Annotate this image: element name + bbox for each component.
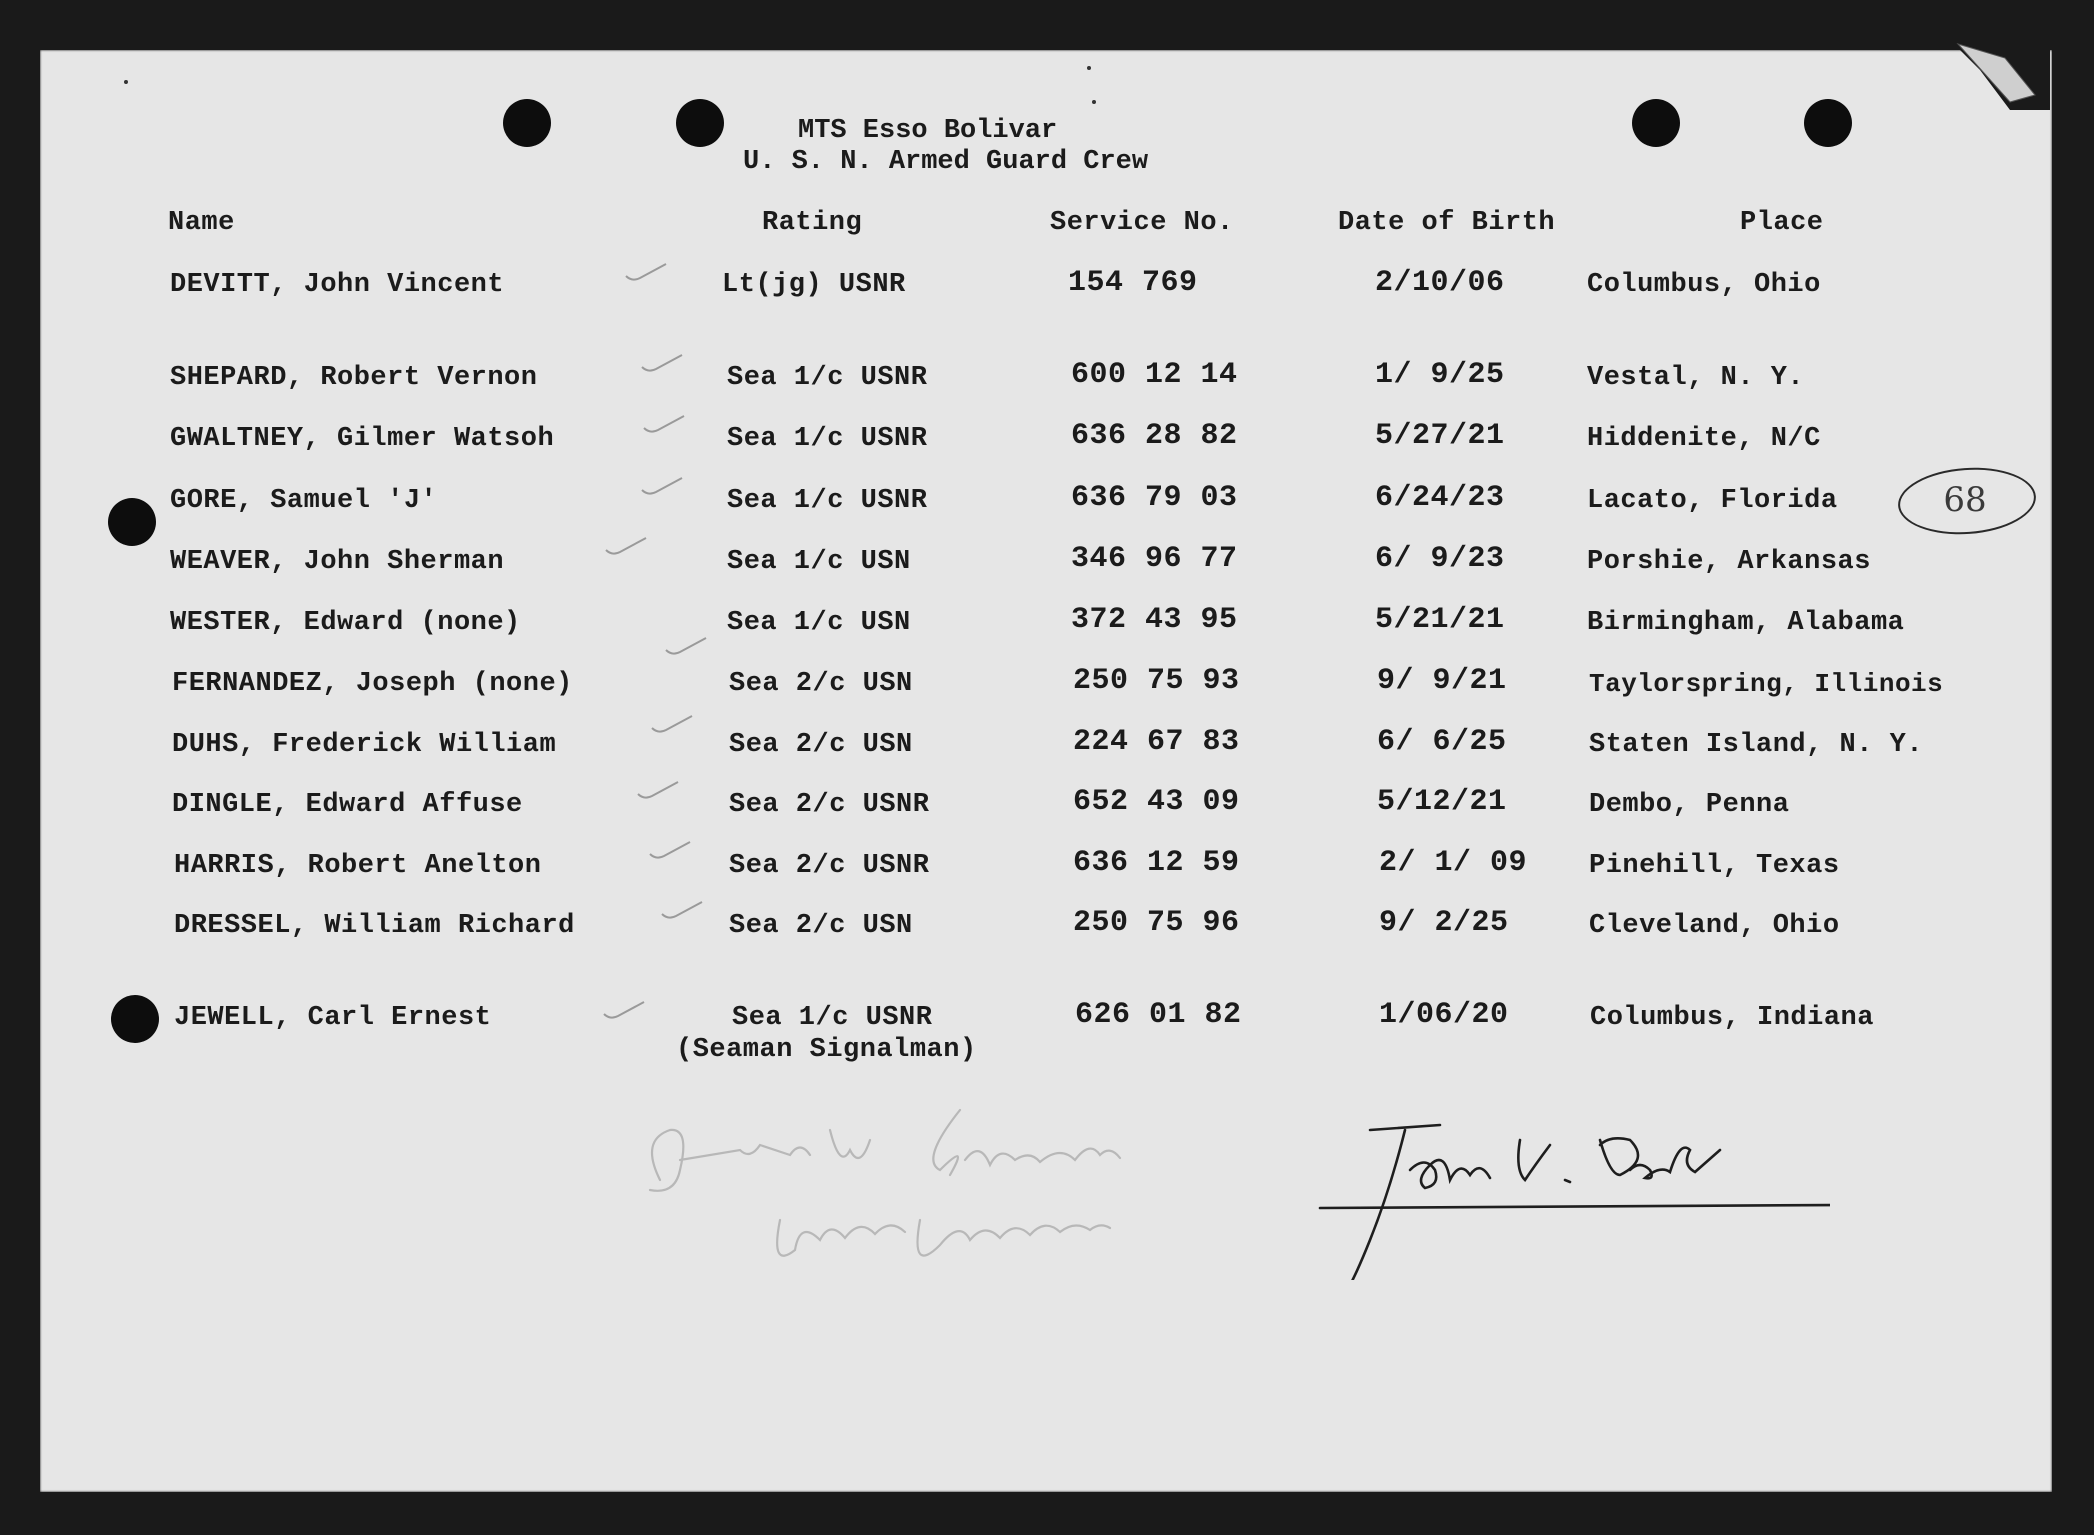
crew-date-of-birth: 2/10/06 — [1375, 266, 1505, 300]
column-header-name: Name — [168, 208, 235, 238]
punch-hole — [108, 498, 156, 546]
crew-name: WEAVER, John Sherman — [170, 547, 505, 577]
crew-name: SHEPARD, Robert Vernon — [170, 363, 538, 393]
crew-service-no: 250 75 96 — [1073, 906, 1240, 940]
crew-rating: Sea 1/c USNR — [727, 363, 928, 393]
check-mark — [664, 636, 708, 656]
check-mark — [636, 780, 680, 800]
crew-rating: Sea 2/c USNR — [729, 790, 930, 820]
check-mark — [650, 714, 694, 734]
crew-name: DEVITT, John Vincent — [170, 270, 505, 300]
crew-place: Dembo, Penna — [1589, 790, 1790, 820]
column-header-date-of-birth: Date of Birth — [1338, 208, 1556, 238]
master-signature — [1310, 1110, 1830, 1280]
check-mark — [604, 536, 648, 556]
page-number: 68 — [1943, 480, 1987, 520]
punch-hole — [676, 99, 724, 147]
crew-service-no: 636 12 59 — [1073, 846, 1240, 880]
document-subtitle: U. S. N. Armed Guard Crew — [743, 147, 1149, 177]
punch-hole — [111, 995, 159, 1043]
check-mark — [642, 414, 686, 434]
inspector-signature — [620, 1100, 1180, 1280]
crew-rating: Sea 1/c USNR — [732, 1003, 933, 1033]
crew-service-no: 154 769 — [1068, 266, 1198, 300]
crew-date-of-birth: 5/12/21 — [1377, 785, 1507, 819]
crew-name: DINGLE, Edward Affuse — [172, 790, 523, 820]
crew-rating-note: (Seaman Signalman) — [676, 1035, 977, 1065]
crew-rating: Sea 2/c USNR — [729, 851, 930, 881]
crew-name: DUHS, Frederick William — [172, 730, 557, 760]
crew-name: HARRIS, Robert Anelton — [174, 851, 542, 881]
check-mark — [640, 476, 684, 496]
crew-rating: Sea 1/c USN — [727, 547, 911, 577]
crew-service-no: 636 28 82 — [1071, 419, 1238, 453]
paper-speck — [1092, 100, 1096, 104]
crew-name: GORE, Samuel 'J' — [170, 486, 438, 516]
crew-date-of-birth: 6/24/23 — [1375, 481, 1505, 515]
crew-service-no: 346 96 77 — [1071, 542, 1238, 576]
punch-hole — [1632, 99, 1680, 147]
crew-place: Columbus, Indiana — [1590, 1003, 1874, 1033]
crew-place: Pinehill, Texas — [1589, 851, 1840, 881]
crew-rating: Sea 1/c USNR — [727, 424, 928, 454]
crew-name: WESTER, Edward (none) — [170, 608, 521, 638]
crew-date-of-birth: 6/ 6/25 — [1377, 725, 1507, 759]
crew-date-of-birth: 9/ 2/25 — [1379, 906, 1509, 940]
crew-service-no: 600 12 14 — [1071, 358, 1238, 392]
crew-rating: Sea 2/c USN — [729, 669, 913, 699]
check-mark — [602, 1000, 646, 1020]
crew-service-no: 224 67 83 — [1073, 725, 1240, 759]
column-header-rating: Rating — [762, 208, 863, 238]
crew-name: FERNANDEZ, Joseph (none) — [172, 669, 573, 699]
check-mark — [640, 353, 684, 373]
crew-service-no: 626 01 82 — [1075, 998, 1242, 1032]
crew-rating: Sea 2/c USN — [729, 911, 913, 941]
check-mark — [624, 262, 668, 282]
crew-place: Taylorspring, Illinois — [1589, 669, 1944, 699]
crew-rating: Sea 1/c USN — [727, 608, 911, 638]
crew-place: Birmingham, Alabama — [1587, 608, 1905, 638]
crew-name: DRESSEL, William Richard — [174, 911, 575, 941]
crew-place: Cleveland, Ohio — [1589, 911, 1840, 941]
column-header-place: Place — [1740, 208, 1824, 238]
crew-service-no: 636 79 03 — [1071, 481, 1238, 515]
crew-place: Staten Island, N. Y. — [1589, 730, 1924, 760]
folded-corner — [1950, 40, 2050, 110]
punch-hole — [1804, 99, 1852, 147]
check-mark — [648, 840, 692, 860]
crew-place: Vestal, N. Y. — [1587, 363, 1805, 393]
document-title: MTS Esso Bolivar — [798, 116, 1058, 146]
crew-date-of-birth: 6/ 9/23 — [1375, 542, 1505, 576]
column-header-service-no: Service No. — [1050, 208, 1234, 238]
crew-date-of-birth: 2/ 1/ 09 — [1379, 846, 1528, 880]
crew-service-no: 372 43 95 — [1071, 603, 1238, 637]
crew-date-of-birth: 9/ 9/21 — [1377, 664, 1507, 698]
crew-name: JEWELL, Carl Ernest — [174, 1003, 492, 1033]
crew-rating: Lt(jg) USNR — [722, 270, 906, 300]
paper-speck — [1087, 66, 1091, 70]
crew-rating: Sea 2/c USN — [729, 730, 913, 760]
crew-date-of-birth: 1/06/20 — [1379, 998, 1509, 1032]
crew-service-no: 250 75 93 — [1073, 664, 1240, 698]
crew-place: Hiddenite, N/C — [1587, 424, 1821, 454]
check-mark — [660, 900, 704, 920]
crew-service-no: 652 43 09 — [1073, 785, 1240, 819]
crew-date-of-birth: 5/21/21 — [1375, 603, 1505, 637]
crew-date-of-birth: 1/ 9/25 — [1375, 358, 1505, 392]
punch-hole — [503, 99, 551, 147]
paper-speck — [124, 80, 128, 84]
crew-place: Porshie, Arkansas — [1587, 547, 1871, 577]
crew-rating: Sea 1/c USNR — [727, 486, 928, 516]
crew-name: GWALTNEY, Gilmer Watsoh — [170, 424, 555, 454]
crew-place: Columbus, Ohio — [1587, 270, 1821, 300]
crew-place: Lacato, Florida — [1587, 486, 1838, 516]
crew-date-of-birth: 5/27/21 — [1375, 419, 1505, 453]
